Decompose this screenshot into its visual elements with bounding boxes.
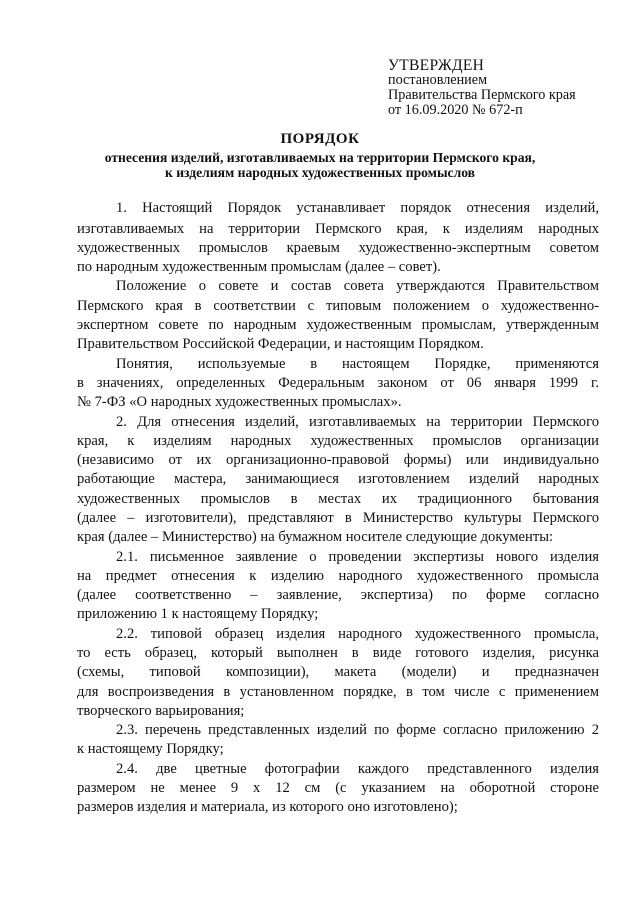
- body-line: экспертном совете по народным художественным промыслам, утвержденным: [77, 317, 599, 333]
- approval-stamp: [388, 58, 576, 118]
- body-line: 2.2. типовой образец изделия народного художественного промысла,: [116, 626, 599, 642]
- body-line: края, к изделиям народных художественных промыслов организации: [77, 433, 599, 449]
- body-line: 1. Настоящий Порядок устанавливает порядок отнесения изделий,: [116, 200, 599, 216]
- approval-line: от 16.09.2020 № 672-п: [388, 102, 523, 118]
- body-line: работающие мастера, занимающиеся изготовлением изделий народных: [77, 471, 599, 487]
- body-line: (далее соответственно – заявление, экспертиза) по форме согласно: [77, 587, 599, 603]
- body-line: художественных промыслов краевым художественно-экспертным советом: [77, 240, 599, 256]
- body-line: то есть образец, который выполнен в виде готового изделия, рисунка: [77, 645, 599, 661]
- body-line: в значениях, определенных Федеральным законом от 06 января 1999 г.: [77, 375, 599, 391]
- body-line: 2.1. письменное заявление о проведении экспертизы нового изделия: [116, 549, 599, 565]
- approval-line: Правительства Пермского края: [388, 87, 576, 103]
- subtitle-line: к изделиям народных художественных промыслов: [164, 165, 476, 180]
- subtitle-line: отнесения изделий, изготавливаемых на территории Пермского края,: [104, 150, 536, 165]
- body-line: (независимо от их организационно-правовой формы) или индивидуально: [77, 452, 599, 468]
- body-line: размером не менее 9 х 12 см (с указанием на оборотной стороне: [77, 780, 599, 796]
- body-line: художественных промыслов в местах их традиционного бытования: [77, 491, 599, 507]
- body-line: по народным художественным промыслам (далее – совет).: [77, 259, 441, 275]
- body-line: (далее – изготовители), представляют в Министерство культуры Пермского: [77, 510, 599, 526]
- approval-heading: УТВЕРЖДЕН: [388, 57, 485, 74]
- body-line: Понятия, используемые в настоящем Порядке, применяются: [116, 356, 599, 372]
- body-line: творческого варьирования;: [77, 703, 245, 719]
- body-line: изготавливаемых на территории Пермского края, к изделиям народных: [77, 221, 599, 237]
- body-line: 2.4. две цветные фотографии каждого представленного изделия: [116, 761, 599, 777]
- body-line: Положение о совете и состав совета утверждаются Правительством: [116, 278, 599, 294]
- document-title: ПОРЯДОК: [280, 131, 360, 147]
- body-line: для воспроизведения в установленном порядке, в том числе с применением: [77, 684, 599, 700]
- body-line: Пермского края в соответствии с типовым положением о художественно-: [77, 298, 599, 314]
- body-line: 2.3. перечень представленных изделий по форме согласно приложению 2: [116, 722, 599, 738]
- body-line: (схемы, типовой композиции), макета (модели) и предназначен: [77, 664, 599, 680]
- document-subtitle: [0, 150, 640, 180]
- body-line: размеров изделия и материала, из которого оно изготовлено);: [77, 799, 458, 815]
- body-line: к настоящему Порядку;: [77, 741, 224, 757]
- body-line: края (далее – Министерство) на бумажном носителе следующие документы:: [77, 529, 554, 545]
- body-line: 2. Для отнесения изделий, изготавливаемых на территории Пермского: [116, 414, 599, 430]
- body-line: приложению 1 к настоящему Порядку;: [77, 606, 319, 622]
- body-line: Правительством Российской Федерации, и настоящим Порядком.: [77, 336, 484, 352]
- body-line: № 7-ФЗ «О народных художественных промыслах».: [77, 394, 402, 410]
- body-line: на предмет отнесения к изделию народного художественного промысла: [77, 568, 599, 584]
- approval-line: постановлением: [388, 72, 488, 88]
